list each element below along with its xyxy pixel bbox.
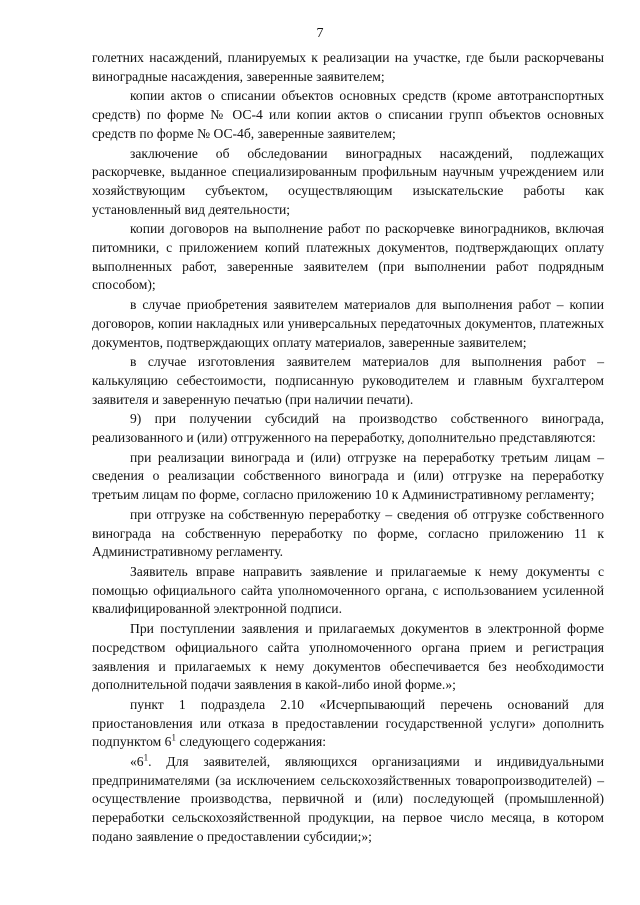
superscript-marker: 1 <box>171 732 176 743</box>
paragraph-12-text-start: пункт 1 подраздела 2.10 «Исчерпывающий перечень оснований для приостановления или отказа в предоставлении государственной услуги» дополнить подпунктом 6 <box>92 696 604 750</box>
paragraph-1: голетних насаждений, планируемых к реализации на участке, где были раскорчеваны виноградные насаждения, заверенные заявителем; <box>92 50 604 84</box>
paragraph-12-text-end: следующего содержания: <box>175 734 327 750</box>
paragraph-13-text-end: . Для заявителей, являющихся организациями и индивидуальными предпринимателями (за исключением сельскохозяйственных товаропроизводителей) – осуществление производства, первичной и (или) последующей (промышленной) переработки сельскохозяйственной продукции, на первое число месяца, в котором подано заявление о предоставлении субсидии;»; <box>92 754 604 844</box>
paragraph-6: в случае изготовления заявителем материалов для выполнения работ – калькуляцию себестоимости, подписанную руководителем и главным бухгалтером заявителя и заверенную печатью (при наличии печати). <box>92 354 604 407</box>
paragraph-11: При поступлении заявления и прилагаемых документов в электронной форме посредством официального сайта уполномоченного органа прием и регистрация заявления и прилагаемых к нему документов обеспечивается без необходимости дополнительной подачи заявления в какой-либо иной форме.»; <box>92 621 604 693</box>
document-body <box>92 49 604 848</box>
paragraph-2: копии актов о списании объектов основных средств (кроме автотранспортных средств) по форме № ОС-4 или копии актов о списании групп объектов основных средств по форме № ОС-4б, заверенные заявителем; <box>92 88 604 141</box>
paragraph-9: при отгрузке на собственную переработку – сведения об отгрузке собственного винограда на собственную переработку по форме, согласно приложению 11 к Административному регламенту. <box>92 506 604 560</box>
paragraph-13 <box>92 753 604 847</box>
page-number: 7 <box>316 26 324 41</box>
paragraph-12 <box>92 696 604 752</box>
paragraph-13-text-start: «6 <box>130 754 144 770</box>
paragraph-8: при реализации винограда и (или) отгрузке на переработку третьим лицам – сведения о реализации собственного винограда и (или) отгрузке на переработку третьим лицам по форме, согласно приложению 10 к Административному регламенту; <box>92 449 604 503</box>
paragraph-4: копии договоров на выполнение работ по раскорчевке виноградников, включая питомники, с приложением копий платежных документов, подтверждающих оплату выполненных работ, заверенные заявителем (при выполнении работ подрядным способом); <box>92 221 604 293</box>
paragraph-3: заключение об обследовании виноградных насаждений, подлежащих раскорчевке, выданное специализированным профильным научным учреждением или хозяйствующим субъектом, осуществляющим изыскательские работы как установленный вид деятельности; <box>92 145 604 217</box>
paragraph-5: в случае приобретения заявителем материалов для выполнения работ – копии договоров, копии накладных или универсальных передаточных документов, платежных документов, подтверждающих оплату материалов, заверенные заявителем; <box>92 297 604 350</box>
paragraph-10: Заявитель вправе направить заявление и прилагаемые к нему документы с помощью официального сайта уполномоченного органа, с использованием усиленной квалифицированной электронной подписи. <box>92 563 604 617</box>
superscript-marker: 1 <box>143 752 149 763</box>
paragraph-7: 9) при получении субсидий на производство собственного винограда, реализованного и (или) отгруженного на переработку, дополнительно представляются: <box>92 411 604 446</box>
